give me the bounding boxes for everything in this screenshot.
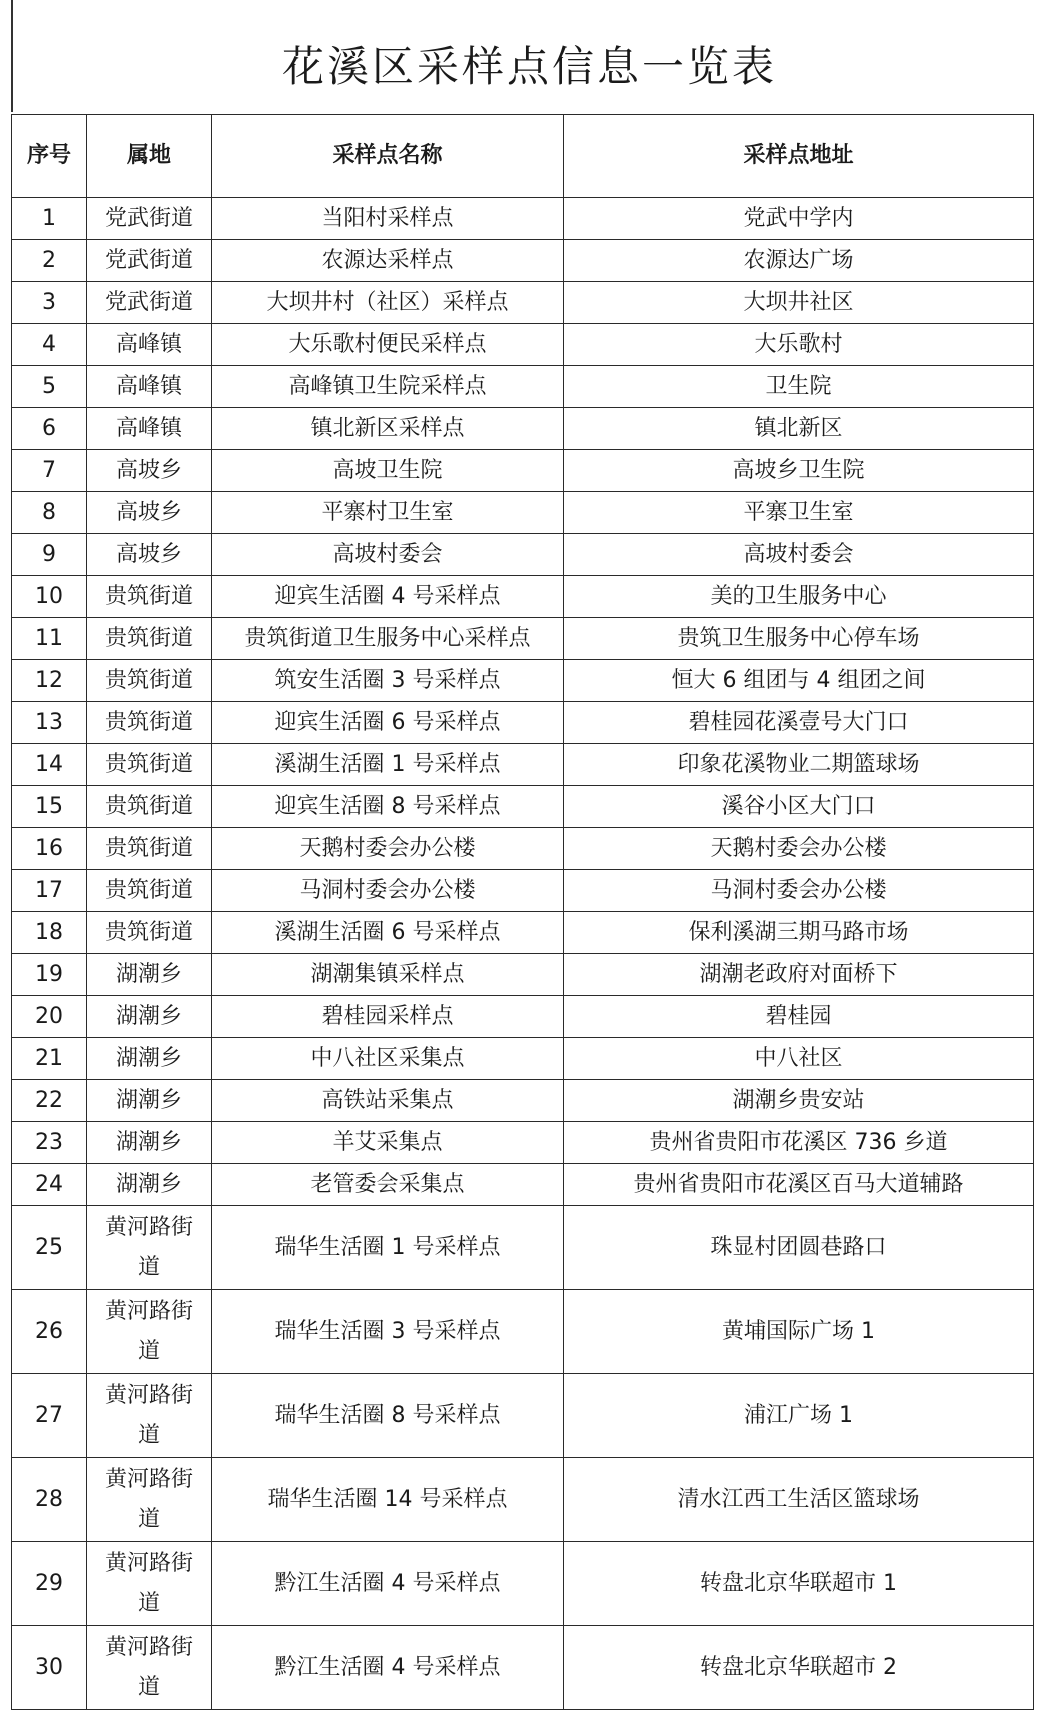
cell-addr: 平寨卫生室: [564, 492, 1034, 534]
cell-area: 湖潮乡: [87, 1164, 212, 1206]
table-row: [12, 660, 1034, 702]
cell-area: 贵筑街道: [87, 618, 212, 660]
table-row: [12, 492, 1034, 534]
cell-area: 高坡乡: [87, 492, 212, 534]
cell-area: 贵筑街道: [87, 786, 212, 828]
cell-seq: 5: [12, 366, 87, 408]
cell-seq: 23: [12, 1122, 87, 1164]
cell-seq: 24: [12, 1164, 87, 1206]
table-row: [12, 1290, 1034, 1374]
cell-name: 高峰镇卫生院采样点: [212, 366, 564, 408]
cell-name: 中八社区采集点: [212, 1038, 564, 1080]
cell-seq: 18: [12, 912, 87, 954]
cell-addr: 农源达广场: [564, 240, 1034, 282]
cell-area: 黄河路街道: [87, 1458, 212, 1542]
table-row: [12, 534, 1034, 576]
cell-addr: 碧桂园: [564, 996, 1034, 1038]
cell-addr: 高坡村委会: [564, 534, 1034, 576]
table-row: [12, 282, 1034, 324]
cell-seq: 11: [12, 618, 87, 660]
cell-addr: 清水江西工生活区篮球场: [564, 1458, 1034, 1542]
cell-addr: 碧桂园花溪壹号大门口: [564, 702, 1034, 744]
table-row: [12, 240, 1034, 282]
cell-name: 黔江生活圈 4 号采样点: [212, 1542, 564, 1626]
header-name: 采样点名称: [212, 115, 564, 198]
cell-name: 瑞华生活圈 14 号采样点: [212, 1458, 564, 1542]
cell-area: 贵筑街道: [87, 660, 212, 702]
table-row: [12, 744, 1034, 786]
header-seq: 序号: [12, 115, 87, 198]
cell-seq: 26: [12, 1290, 87, 1374]
cell-name: 农源达采样点: [212, 240, 564, 282]
cell-name: 当阳村采样点: [212, 198, 564, 240]
cell-addr: 贵州省贵阳市花溪区百马大道辅路: [564, 1164, 1034, 1206]
cell-area: 党武街道: [87, 198, 212, 240]
cell-area: 贵筑街道: [87, 702, 212, 744]
cell-name: 天鹅村委会办公楼: [212, 828, 564, 870]
cell-addr: 大乐歌村: [564, 324, 1034, 366]
cell-area: 高峰镇: [87, 324, 212, 366]
table-row: [12, 954, 1034, 996]
cell-name: 瑞华生活圈 3 号采样点: [212, 1290, 564, 1374]
cell-area: 贵筑街道: [87, 744, 212, 786]
cell-addr: 转盘北京华联超市 2: [564, 1626, 1034, 1710]
cell-seq: 13: [12, 702, 87, 744]
sampling-points-table: [11, 114, 1034, 1710]
cell-area: 贵筑街道: [87, 828, 212, 870]
cell-addr: 美的卫生服务中心: [564, 576, 1034, 618]
cell-name: 贵筑街道卫生服务中心采样点: [212, 618, 564, 660]
table-row: [12, 1626, 1034, 1710]
cell-addr: 高坡乡卫生院: [564, 450, 1034, 492]
cell-name: 高坡村委会: [212, 534, 564, 576]
cell-seq: 9: [12, 534, 87, 576]
cell-name: 羊艾采集点: [212, 1122, 564, 1164]
cell-name: 迎宾生活圈 6 号采样点: [212, 702, 564, 744]
cell-name: 大乐歌村便民采样点: [212, 324, 564, 366]
table-row: [12, 450, 1034, 492]
table-row: [12, 996, 1034, 1038]
cell-area: 高坡乡: [87, 534, 212, 576]
cell-addr: 大坝井社区: [564, 282, 1034, 324]
cell-name: 高坡卫生院: [212, 450, 564, 492]
cell-addr: 天鹅村委会办公楼: [564, 828, 1034, 870]
cell-seq: 17: [12, 870, 87, 912]
cell-area: 湖潮乡: [87, 1080, 212, 1122]
cell-addr: 保利溪湖三期马路市场: [564, 912, 1034, 954]
table-row: [12, 1164, 1034, 1206]
table-row: [12, 828, 1034, 870]
cell-name: 迎宾生活圈 4 号采样点: [212, 576, 564, 618]
cell-name: 碧桂园采样点: [212, 996, 564, 1038]
cell-addr: 马洞村委会办公楼: [564, 870, 1034, 912]
cell-addr: 湖潮乡贵安站: [564, 1080, 1034, 1122]
cell-seq: 21: [12, 1038, 87, 1080]
table-row: [12, 1542, 1034, 1626]
cell-addr: 贵州省贵阳市花溪区 736 乡道: [564, 1122, 1034, 1164]
cell-addr: 转盘北京华联超市 1: [564, 1542, 1034, 1626]
cell-addr: 黄埔国际广场 1: [564, 1290, 1034, 1374]
cell-addr: 印象花溪物业二期篮球场: [564, 744, 1034, 786]
cell-area: 高峰镇: [87, 408, 212, 450]
cell-addr: 贵筑卫生服务中心停车场: [564, 618, 1034, 660]
table-row: [12, 366, 1034, 408]
cell-area: 黄河路街道: [87, 1290, 212, 1374]
cell-name: 筑安生活圈 3 号采样点: [212, 660, 564, 702]
header-area: 属地: [87, 115, 212, 198]
table-row: [12, 786, 1034, 828]
cell-area: 黄河路街道: [87, 1374, 212, 1458]
cell-addr: 溪谷小区大门口: [564, 786, 1034, 828]
cell-seq: 1: [12, 198, 87, 240]
cell-seq: 12: [12, 660, 87, 702]
cell-area: 党武街道: [87, 240, 212, 282]
cell-name: 溪湖生活圈 6 号采样点: [212, 912, 564, 954]
table-row: [12, 702, 1034, 744]
cell-seq: 16: [12, 828, 87, 870]
cell-name: 瑞华生活圈 8 号采样点: [212, 1374, 564, 1458]
table-row: [12, 576, 1034, 618]
cell-area: 贵筑街道: [87, 870, 212, 912]
cell-area: 黄河路街道: [87, 1542, 212, 1626]
cell-seq: 15: [12, 786, 87, 828]
table-row: [12, 198, 1034, 240]
table-row: [12, 1206, 1034, 1290]
cell-seq: 4: [12, 324, 87, 366]
cell-addr: 湖潮老政府对面桥下: [564, 954, 1034, 996]
cell-area: 湖潮乡: [87, 954, 212, 996]
cell-name: 迎宾生活圈 8 号采样点: [212, 786, 564, 828]
cell-area: 高坡乡: [87, 450, 212, 492]
cell-seq: 19: [12, 954, 87, 996]
cell-name: 老管委会采集点: [212, 1164, 564, 1206]
cell-addr: 中八社区: [564, 1038, 1034, 1080]
cell-seq: 20: [12, 996, 87, 1038]
table-row: [12, 618, 1034, 660]
cell-name: 平寨村卫生室: [212, 492, 564, 534]
cell-seq: 6: [12, 408, 87, 450]
table-row: [12, 1080, 1034, 1122]
table-row: [12, 408, 1034, 450]
cell-addr: 卫生院: [564, 366, 1034, 408]
cell-area: 湖潮乡: [87, 1038, 212, 1080]
cell-name: 马洞村委会办公楼: [212, 870, 564, 912]
cell-name: 溪湖生活圈 1 号采样点: [212, 744, 564, 786]
cell-seq: 30: [12, 1626, 87, 1710]
table-row: [12, 870, 1034, 912]
cell-seq: 22: [12, 1080, 87, 1122]
cell-seq: 29: [12, 1542, 87, 1626]
cell-area: 湖潮乡: [87, 1122, 212, 1164]
cell-seq: 14: [12, 744, 87, 786]
cell-seq: 7: [12, 450, 87, 492]
table-row: [12, 1038, 1034, 1080]
table-row: [12, 912, 1034, 954]
cell-name: 镇北新区采样点: [212, 408, 564, 450]
cell-area: 黄河路街道: [87, 1206, 212, 1290]
cell-area: 湖潮乡: [87, 996, 212, 1038]
cell-addr: 浦江广场 1: [564, 1374, 1034, 1458]
cell-addr: 镇北新区: [564, 408, 1034, 450]
cell-name: 大坝井村（社区）采样点: [212, 282, 564, 324]
page-title: 花溪区采样点信息一览表: [281, 42, 777, 91]
cell-area: 黄河路街道: [87, 1626, 212, 1710]
cell-addr: 珠显村团圆巷路口: [564, 1206, 1034, 1290]
cell-area: 党武街道: [87, 282, 212, 324]
cell-area: 高峰镇: [87, 366, 212, 408]
table-row: [12, 324, 1034, 366]
table-row: [12, 1122, 1034, 1164]
cell-addr: 恒大 6 组团与 4 组团之间: [564, 660, 1034, 702]
cell-seq: 10: [12, 576, 87, 618]
cell-seq: 28: [12, 1458, 87, 1542]
cell-seq: 25: [12, 1206, 87, 1290]
cell-seq: 2: [12, 240, 87, 282]
cell-name: 高铁站采集点: [212, 1080, 564, 1122]
cell-name: 黔江生活圈 4 号采样点: [212, 1626, 564, 1710]
cell-name: 瑞华生活圈 1 号采样点: [212, 1206, 564, 1290]
cell-seq: 8: [12, 492, 87, 534]
cell-seq: 3: [12, 282, 87, 324]
header-addr: 采样点地址: [564, 115, 1034, 198]
cell-area: 贵筑街道: [87, 912, 212, 954]
cell-addr: 党武中学内: [564, 198, 1034, 240]
cell-seq: 27: [12, 1374, 87, 1458]
cell-area: 贵筑街道: [87, 576, 212, 618]
table-row: [12, 1458, 1034, 1542]
table-row: [12, 1374, 1034, 1458]
cell-name: 湖潮集镇采样点: [212, 954, 564, 996]
